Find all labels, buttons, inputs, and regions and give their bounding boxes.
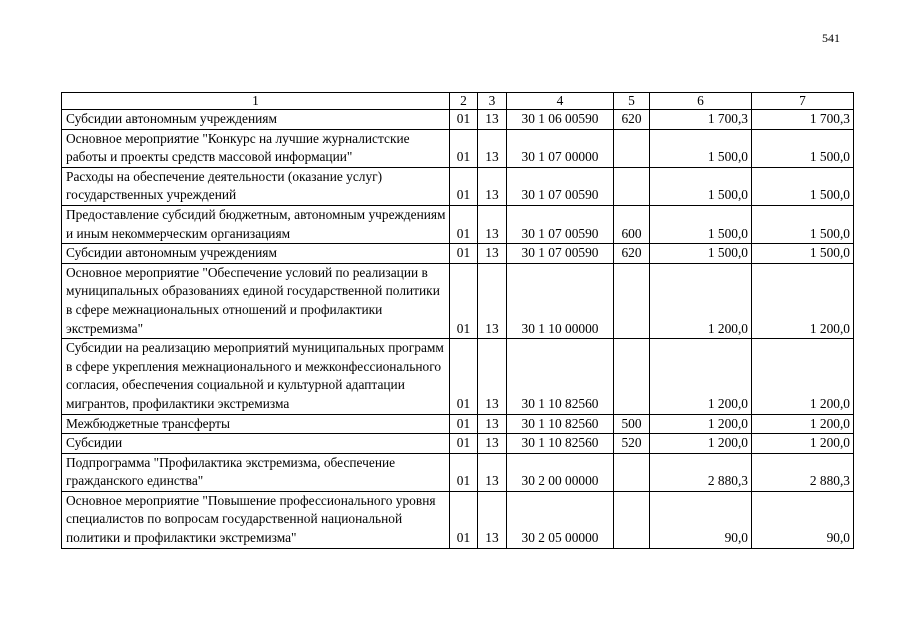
row-vr	[614, 263, 650, 338]
row-vr: 620	[614, 110, 650, 130]
row-pr: 13	[478, 339, 507, 414]
row-sum2: 1 500,0	[752, 129, 854, 167]
row-sum2: 1 200,0	[752, 434, 854, 454]
row-name: Основное мероприятие "Обеспечение условий по реализации в муниципальных образованиях единой государственной политики в сфере межнациональных отношений и профилактики экстремизма"	[62, 263, 450, 338]
row-rz: 01	[450, 491, 478, 548]
row-sum1: 2 880,3	[650, 453, 752, 491]
row-sum1: 1 500,0	[650, 205, 752, 243]
row-pr: 13	[478, 110, 507, 130]
row-name: Субсидии на реализацию мероприятий муниципальных программ в сфере укрепления межнационального и межконфессионального согласия, обеспечения социальной и культурной адаптации мигрантов, профилактики экстремизма	[62, 339, 450, 414]
row-rz: 01	[450, 205, 478, 243]
row-rz: 01	[450, 129, 478, 167]
row-sum2: 2 880,3	[752, 453, 854, 491]
row-pr: 13	[478, 414, 507, 434]
page-number: 541	[822, 31, 840, 45]
row-sum1: 1 200,0	[650, 414, 752, 434]
row-csr: 30 1 10 82560	[507, 339, 614, 414]
col-header-csr: 4	[507, 93, 614, 110]
row-sum2: 1 200,0	[752, 339, 854, 414]
row-name: Субсидии автономным учреждениям	[62, 110, 450, 130]
col-header-vr: 5	[614, 93, 650, 110]
row-rz: 01	[450, 167, 478, 205]
row-vr	[614, 491, 650, 548]
row-pr: 13	[478, 453, 507, 491]
row-name: Подпрограмма "Профилактика экстремизма, обеспечение гражданского единства"	[62, 453, 450, 491]
col-header-sum2: 7	[752, 93, 854, 110]
row-csr: 30 1 07 00000	[507, 129, 614, 167]
table-row	[62, 129, 854, 167]
table-row	[62, 205, 854, 243]
row-csr: 30 2 00 00000	[507, 453, 614, 491]
row-sum1: 1 500,0	[650, 244, 752, 264]
row-csr: 30 1 10 00000	[507, 263, 614, 338]
row-name: Субсидии автономным учреждениям	[62, 244, 450, 264]
row-pr: 13	[478, 434, 507, 454]
row-pr: 13	[478, 205, 507, 243]
row-rz: 01	[450, 339, 478, 414]
row-sum2: 90,0	[752, 491, 854, 548]
row-pr: 13	[478, 167, 507, 205]
row-csr: 30 1 10 82560	[507, 434, 614, 454]
table-row	[62, 434, 854, 454]
budget-table	[61, 92, 854, 549]
col-header-rz: 2	[450, 93, 478, 110]
table-row	[62, 263, 854, 338]
row-csr: 30 1 07 00590	[507, 205, 614, 243]
row-vr	[614, 167, 650, 205]
row-pr: 13	[478, 244, 507, 264]
row-csr: 30 1 07 00590	[507, 244, 614, 264]
row-sum2: 1 200,0	[752, 414, 854, 434]
row-vr: 520	[614, 434, 650, 454]
row-sum2: 1 500,0	[752, 205, 854, 243]
row-csr: 30 1 06 00590	[507, 110, 614, 130]
row-sum1: 1 200,0	[650, 434, 752, 454]
row-csr: 30 1 10 82560	[507, 414, 614, 434]
header-row	[62, 93, 854, 110]
table-row	[62, 110, 854, 130]
col-header-pr: 3	[478, 93, 507, 110]
col-header-name: 1	[62, 93, 450, 110]
row-sum2: 1 500,0	[752, 244, 854, 264]
row-rz: 01	[450, 244, 478, 264]
row-rz: 01	[450, 453, 478, 491]
table-row	[62, 244, 854, 264]
row-pr: 13	[478, 129, 507, 167]
table-row	[62, 339, 854, 414]
row-sum1: 1 500,0	[650, 129, 752, 167]
row-sum1: 1 700,3	[650, 110, 752, 130]
row-pr: 13	[478, 263, 507, 338]
row-rz: 01	[450, 434, 478, 454]
row-rz: 01	[450, 414, 478, 434]
col-header-sum1: 6	[650, 93, 752, 110]
row-vr	[614, 129, 650, 167]
row-rz: 01	[450, 263, 478, 338]
row-sum1: 90,0	[650, 491, 752, 548]
table-row	[62, 491, 854, 548]
row-csr: 30 1 07 00590	[507, 167, 614, 205]
table-row	[62, 414, 854, 434]
row-sum1: 1 200,0	[650, 263, 752, 338]
row-name: Предоставление субсидий бюджетным, автономным учреждениям и иным некоммерческим организациям	[62, 205, 450, 243]
row-name: Межбюджетные трансферты	[62, 414, 450, 434]
row-name: Расходы на обеспечение деятельности (оказание услуг) государственных учреждений	[62, 167, 450, 205]
row-csr: 30 2 05 00000	[507, 491, 614, 548]
row-vr: 620	[614, 244, 650, 264]
row-rz: 01	[450, 110, 478, 130]
row-name: Субсидии	[62, 434, 450, 454]
row-sum2: 1 700,3	[752, 110, 854, 130]
row-vr: 500	[614, 414, 650, 434]
table-row	[62, 167, 854, 205]
row-name: Основное мероприятие "Конкурс на лучшие журналистские работы и проекты средств массовой информации"	[62, 129, 450, 167]
row-sum1: 1 500,0	[650, 167, 752, 205]
row-vr	[614, 453, 650, 491]
row-sum2: 1 500,0	[752, 167, 854, 205]
row-sum1: 1 200,0	[650, 339, 752, 414]
row-sum2: 1 200,0	[752, 263, 854, 338]
table-row	[62, 453, 854, 491]
row-pr: 13	[478, 491, 507, 548]
row-vr	[614, 339, 650, 414]
row-vr: 600	[614, 205, 650, 243]
row-name: Основное мероприятие "Повышение профессионального уровня специалистов по вопросам государственной национальной политики и профилактики экстремизма"	[62, 491, 450, 548]
